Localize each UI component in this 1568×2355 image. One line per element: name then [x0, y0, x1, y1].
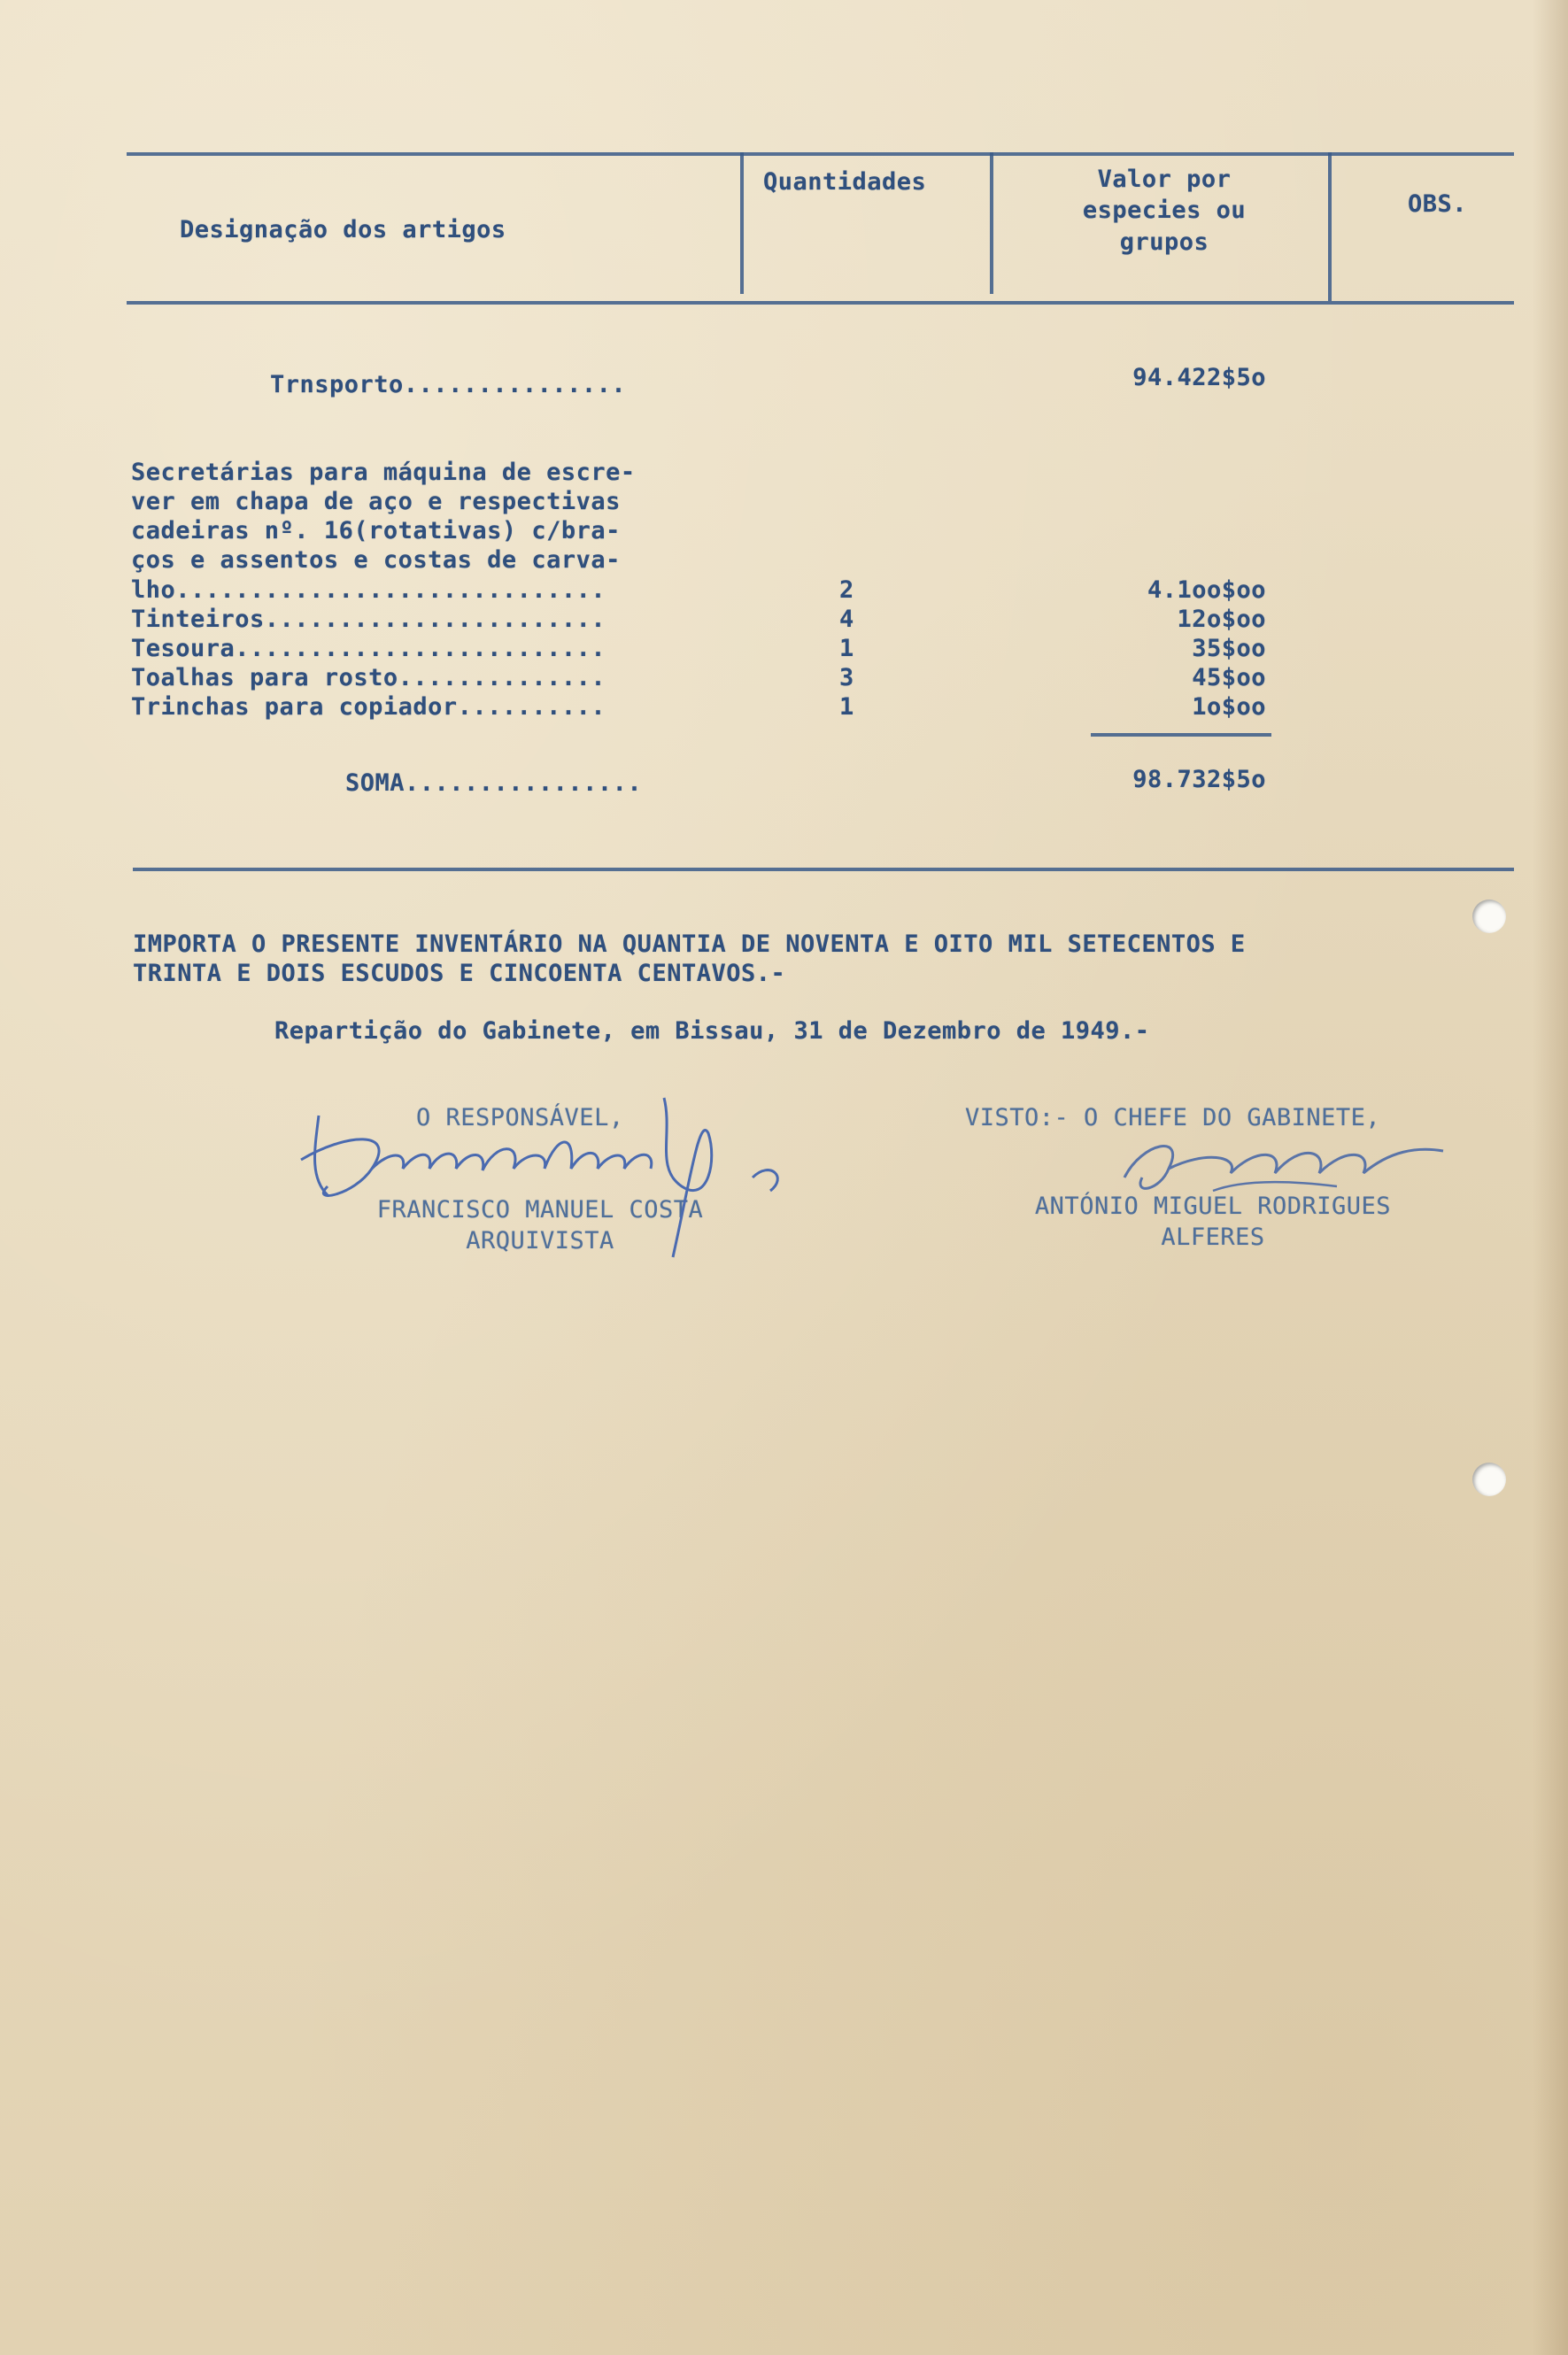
punch-hole-top — [1472, 900, 1506, 933]
visto-title: VISTO:- O CHEFE DO GABINETE, — [965, 1104, 1381, 1131]
soma-value: 98.732$5o — [1132, 766, 1266, 793]
place-date: Repartição do Gabinete, em Bissau, 31 de Dezembro de 1949.- — [274, 1017, 1150, 1045]
transport-label: Trnsporto............... — [270, 371, 627, 398]
header-quantidades: Quantidades — [763, 168, 927, 196]
item-value: 35$oo — [1192, 635, 1266, 662]
item-qty: 1 — [839, 693, 854, 721]
visto-role: ALFERES — [1161, 1224, 1265, 1251]
header-valor-line-3: grupos — [1119, 228, 1209, 256]
item-label: Trinchas para copiador.......... — [131, 693, 606, 721]
paper-edge-shadow — [1533, 0, 1568, 2355]
item-label: Tinteiros....................... — [131, 606, 606, 633]
item-qty: 4 — [839, 606, 854, 633]
closing-rule — [133, 868, 1514, 871]
header-obs: OBS. — [1408, 190, 1468, 218]
item-label: lho............................. — [131, 576, 606, 604]
header-top-rule — [127, 152, 1514, 156]
responsible-name: FRANCISCO MANUEL COSTA — [376, 1196, 704, 1224]
item-value: 4.1oo$oo — [1147, 576, 1266, 604]
header-divider-1 — [740, 152, 744, 294]
responsible-title: O RESPONSÁVEL, — [416, 1104, 624, 1131]
header-divider-2 — [990, 152, 993, 294]
item-value: 12o$oo — [1177, 606, 1266, 633]
header-designacao: Designação dos artigos — [180, 216, 506, 243]
item-value: 1o$oo — [1192, 693, 1266, 721]
item-qty: 3 — [839, 664, 854, 691]
visto-name: ANTÓNIO MIGUEL RODRIGUES — [1034, 1193, 1392, 1220]
header-valor-line-1: Valor por — [1097, 166, 1232, 193]
description-line-2: ver em chapa de aço e respectivas — [131, 488, 621, 515]
sum-rule — [1091, 733, 1271, 737]
item-label: Toalhas para rosto.............. — [131, 664, 606, 691]
item-qty: 2 — [839, 576, 854, 604]
importa-line-1: IMPORTA O PRESENTE INVENTÁRIO NA QUANTIA DE NOVENTA E OITO MIL SETECENTOS E — [133, 930, 1246, 958]
importa-line-2: TRINTA E DOIS ESCUDOS E CINCOENTA CENTAVOS.- — [133, 960, 786, 987]
item-qty: 1 — [839, 635, 854, 662]
transport-value: 94.422$5o — [1132, 364, 1266, 391]
item-label: Tesoura......................... — [131, 635, 606, 662]
description-line-3: cadeiras nº. 16(rotativas) c/bra- — [131, 517, 621, 544]
description-line-4: ços e assentos e costas de carva- — [131, 546, 621, 574]
punch-hole-bottom — [1472, 1463, 1506, 1496]
responsible-role: ARQUIVISTA — [466, 1227, 614, 1255]
header-bottom-rule — [127, 301, 1514, 305]
item-value: 45$oo — [1192, 664, 1266, 691]
signature-visto — [1107, 1124, 1479, 1222]
soma-label: SOMA................ — [345, 769, 643, 797]
signature-responsible — [292, 1080, 841, 1275]
header-valor-line-2: especies ou — [1082, 197, 1247, 224]
header-divider-3 — [1328, 152, 1332, 301]
description-line-1: Secretárias para máquina de escre- — [131, 459, 636, 486]
